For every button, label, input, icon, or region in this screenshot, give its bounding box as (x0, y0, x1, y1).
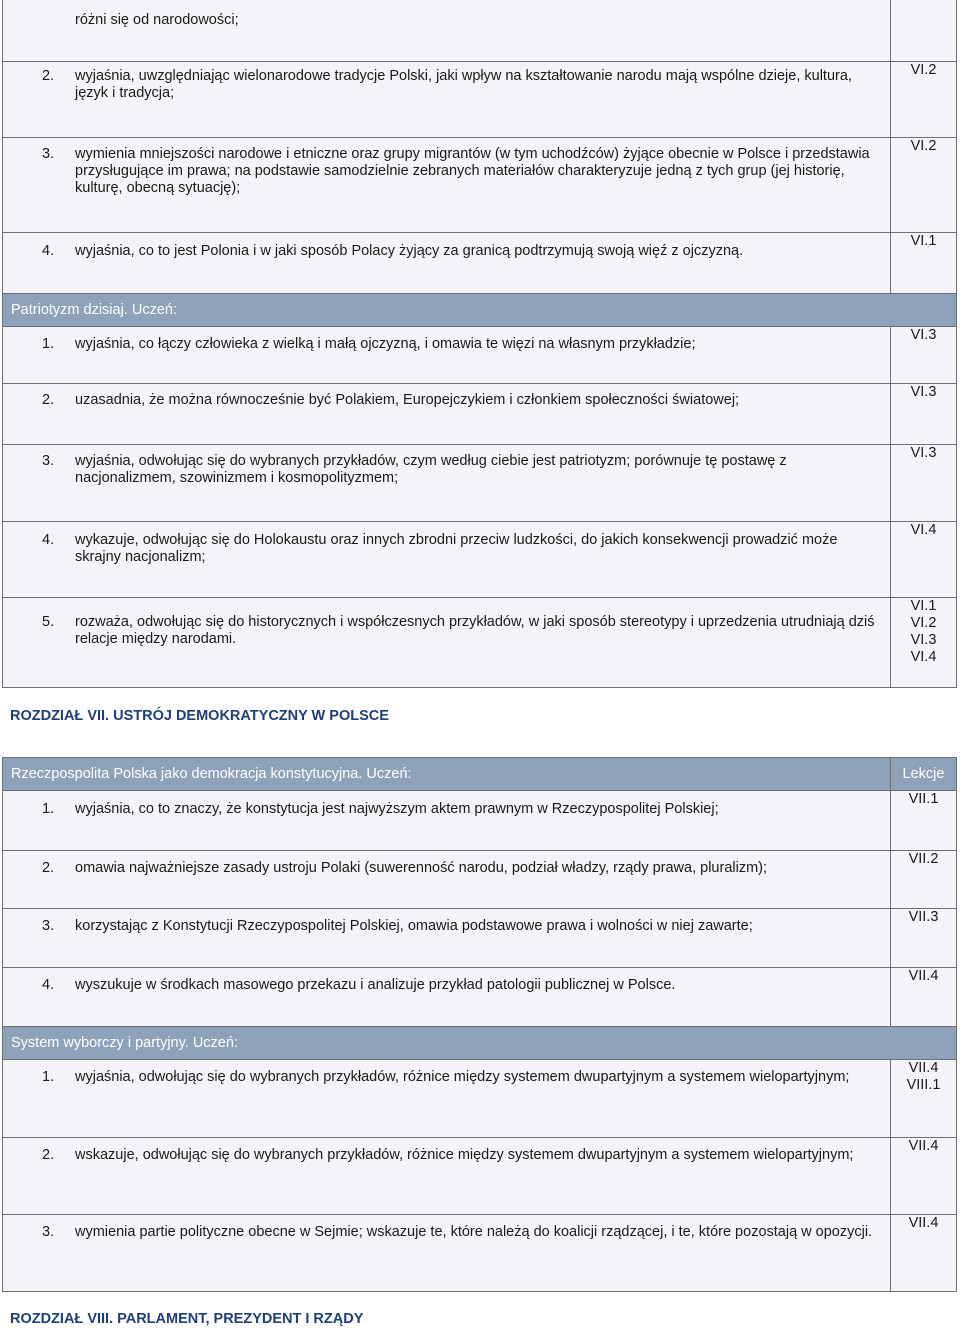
table-row (3, 968, 957, 1027)
lesson-code: VIII.1 (906, 1077, 941, 1093)
item-text: różni się od narodowości; (75, 12, 239, 28)
item-number: 4. (42, 243, 55, 259)
item-number: 2. (42, 392, 55, 408)
table-row (3, 0, 957, 62)
section-header: System wyborczy i partyjny. Uczeń: (3, 1027, 957, 1060)
curriculum-table-chapter-6 (2, 0, 957, 688)
table-row (3, 1215, 957, 1292)
table-row (3, 138, 957, 233)
table-row (3, 598, 957, 688)
section-header-row (3, 1027, 957, 1060)
item-number: 2. (42, 860, 55, 876)
item-number: 2. (42, 68, 55, 84)
lesson-code-cell (891, 1215, 957, 1292)
item-text: uzasadnia, że można równocześnie być Polakiem, Europejczykiem i członkiem społeczności światowej; (75, 392, 740, 408)
lesson-code: VI.2 (910, 615, 937, 631)
item-text: wykazuje, odwołując się do Holokaustu oraz innych zbrodni przeciw ludzkości, do jakich konsekwencji prowadzić może skrajny nacjonalizm; (75, 532, 838, 565)
table-row (3, 233, 957, 294)
item-number: 4. (42, 977, 55, 993)
item-number (3, 12, 75, 29)
item-number: 3. (42, 918, 55, 934)
table-row (3, 851, 957, 909)
item-number: 3. (42, 1224, 55, 1240)
item-text: wskazuje, odwołując się do wybranych przykładów, różnice między systemem dwupartyjnym a systemem wielopartyjnym; (75, 1147, 854, 1163)
item-text: wyjaśnia, co łączy człowieka z wielką i małą ojczyzną, i omawia te więzi na własnym przykładzie; (75, 336, 696, 352)
lesson-code: VII.1 (908, 791, 939, 807)
lesson-code: VI.2 (910, 62, 937, 78)
item-text: omawia najważniejsze zasady ustroju Polaki (suwerenność narodu, podział władzy, rządy prawa, pluralizm); (75, 860, 768, 876)
table-row (3, 522, 957, 598)
lesson-code: VI.3 (910, 384, 937, 400)
lesson-code-cell (891, 598, 957, 688)
lesson-code: VI.3 (910, 445, 937, 461)
lesson-code: VI.3 (910, 327, 937, 343)
lesson-code: VI.3 (910, 632, 937, 648)
lessons-column-header: Lekcje (891, 758, 957, 791)
item-number: 1. (42, 801, 55, 817)
item-text: wyjaśnia, co to znaczy, że konstytucja jest najwyższym aktem prawnym w Rzeczypospolitej Polskiej; (75, 801, 719, 817)
lesson-code-cell (891, 522, 957, 598)
item-number: 2. (42, 1147, 55, 1163)
lesson-code: VI.4 (910, 649, 937, 665)
item-text: wyjaśnia, co to jest Polonia i w jaki sposób Polacy żyjący za granicą podtrzymują swoją więź z ojczyzną. (75, 243, 744, 259)
table-row (3, 791, 957, 851)
item-number: 3. (42, 453, 55, 469)
lesson-code: VII.4 (908, 1138, 939, 1154)
table-row (3, 1060, 957, 1138)
lesson-code-cell (891, 384, 957, 445)
lesson-code-cell (891, 62, 957, 138)
section-header-row (3, 758, 957, 791)
lesson-code: VII.4 (908, 968, 939, 984)
item-number: 3. (42, 146, 55, 162)
lesson-code: VII.4 (908, 1060, 939, 1076)
lesson-code-cell (891, 0, 957, 62)
lesson-code-cell (891, 138, 957, 233)
chapter-title: ROZDZIAŁ VII. USTRÓJ DEMOKRATYCZNY W POLSCE (10, 708, 389, 724)
item-text: wymienia partie polityczne obecne w Sejmie; wskazuje te, które należą do koalicji rządzącej, i te, które pozostają w opozycji. (75, 1224, 873, 1240)
table-row (3, 384, 957, 445)
table-row (3, 62, 957, 138)
table-row (3, 1138, 957, 1215)
lesson-code: VII.4 (908, 1215, 939, 1231)
chapter-title: ROZDZIAŁ VIII. PARLAMENT, PREZYDENT I RZĄDY (10, 1311, 364, 1327)
lesson-code: VII.3 (908, 909, 939, 925)
lesson-code-cell (891, 851, 957, 909)
section-header: Rzeczpospolita Polska jako demokracja konstytucyjna. Uczeń: (3, 758, 891, 791)
item-number: 1. (42, 1069, 55, 1085)
item-text: rozważa, odwołując się do historycznych i współczesnych przykładów, w jaki sposób stereotypy i uprzedzenia utrudniają dziś relacje między narodami. (75, 614, 875, 647)
lesson-code-cell (891, 909, 957, 968)
lesson-code: VI.1 (910, 233, 937, 249)
lesson-code-cell (891, 327, 957, 384)
lesson-code: VII.2 (908, 851, 939, 867)
table-row (3, 909, 957, 968)
item-text: wyszukuje w środkach masowego przekazu i analizuje przykład patologii publicznej w Polsce. (75, 977, 676, 993)
item-number: 1. (42, 336, 55, 352)
lesson-code-cell (891, 968, 957, 1027)
lesson-code-cell (891, 791, 957, 851)
item-number: 4. (42, 532, 55, 548)
item-text: wymienia mniejszości narodowe i etniczne oraz grupy migrantów (w tym uchodźców) żyjące obecnie w Polsce i przedstawia przysługujące im prawa; na podstawie samodzielnie zebranych materiałów charakteryzuje jedną z tych grup (jej historię, kulturę, obecną sytuację); (75, 146, 870, 196)
lesson-code: VI.4 (910, 522, 937, 538)
table-row (3, 445, 957, 522)
table-row (3, 327, 957, 384)
lesson-code-cell (891, 1138, 957, 1215)
lesson-code: VI.2 (910, 138, 937, 154)
section-header: Patriotyzm dzisiaj. Uczeń: (3, 294, 957, 327)
item-number: 5. (42, 614, 55, 630)
item-text: wyjaśnia, uwzględniając wielonarodowe tradycje Polski, jaki wpływ na kształtowanie narodu mają wspólne dzieje, kultura, język i tradycja; (75, 68, 852, 101)
lesson-code-cell (891, 445, 957, 522)
lesson-code-cell (891, 233, 957, 294)
curriculum-table-chapter-7 (2, 757, 957, 1292)
item-text: korzystając z Konstytucji Rzeczypospolitej Polskiej, omawia podstawowe prawa i wolności w niej zawarte; (75, 918, 753, 934)
lesson-code: VI.1 (910, 598, 937, 614)
item-text: wyjaśnia, odwołując się do wybranych przykładów, różnice między systemem dwupartyjnym a systemem wielopartyjnym; (75, 1069, 850, 1085)
item-text: wyjaśnia, odwołując się do wybranych przykładów, czym według ciebie jest patriotyzm; porównuje tę postawę z nacjonalizmem, szowinizmem i kosmopolityzmem; (75, 453, 787, 486)
section-header-row (3, 294, 957, 327)
lesson-code-cell (891, 1060, 957, 1138)
